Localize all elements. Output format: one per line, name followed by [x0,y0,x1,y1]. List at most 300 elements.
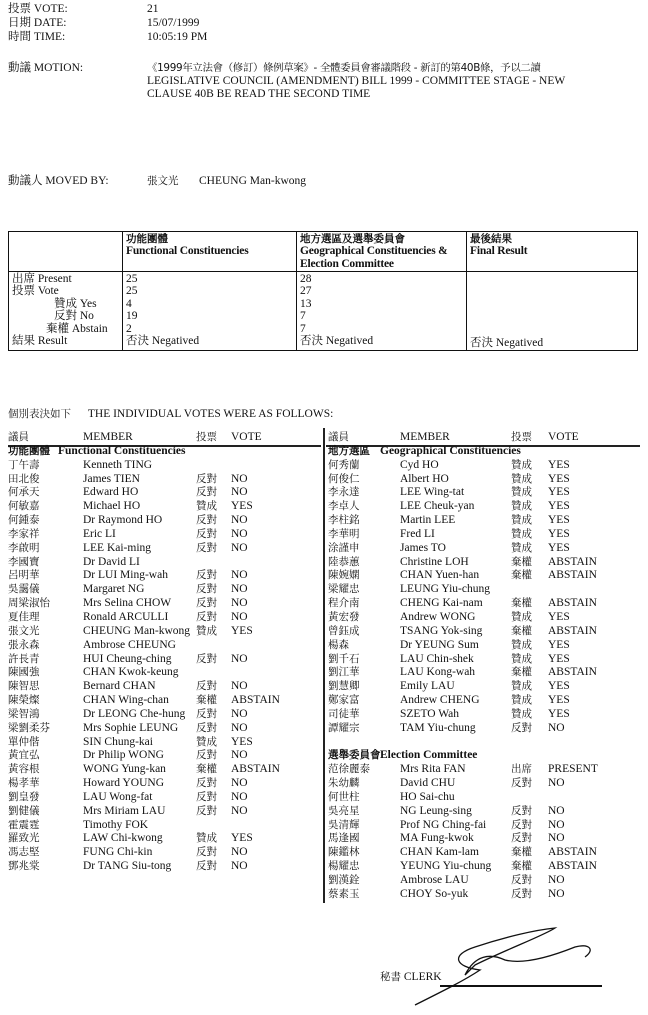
vote-value-en: NO [231,486,248,499]
member-name-zh: 許長青 [8,652,40,665]
vote-value-zh: 棄權 [511,860,532,873]
member-name-zh: 劉江華 [328,666,360,679]
clerk-label [380,971,442,985]
member-name-zh: 范徐麗泰 [328,763,370,776]
vote-value-zh: 反對 [196,790,217,803]
vote-value-en: YES [548,486,570,499]
vote-value-en: NO [548,874,565,886]
vote-value-en: YES [548,652,570,665]
vote-value-zh: 反對 [196,777,217,790]
vote-value-en: ABSTAIN [231,763,280,776]
vote-value-en: YES [548,707,570,720]
date-label: 日期 DATE: [8,17,67,29]
summary-body-row [9,272,638,351]
vote-value-zh: 贊成 [511,541,532,554]
member-name-zh: 吳清輝 [328,818,360,831]
member-vote-row [328,846,640,860]
left-column-header [8,431,320,445]
member-vote-row [328,777,640,791]
member-name-zh: 田北俊 [8,472,40,485]
vote-value-en: ABSTAIN [548,666,597,679]
geographical-present: 28 [300,273,312,285]
geographical-vote: 27 [300,285,312,298]
member-name-zh: 陳榮燦 [8,694,40,707]
col-header-member-zh: 議員 [8,431,29,443]
member-name-en: HUI Cheung-ching [83,652,172,665]
member-vote-row [328,708,640,722]
left-vote-rows [8,445,320,874]
vote-value-zh: 反對 [511,874,532,886]
member-name-zh: 楊耀忠 [328,860,360,873]
member-vote-row [8,653,320,667]
member-name-en: LAU Chin-shek [400,652,474,665]
member-vote-row [8,722,320,736]
vote-value-zh: 贊成 [511,514,532,527]
member-vote-row [8,791,320,805]
final-present [470,273,634,285]
vote-value-en: NO [231,514,248,527]
member-name-en: Dr Raymond HO [83,514,163,527]
row-label-present: 出席 Present [12,273,72,285]
member-vote-row [328,583,640,597]
member-vote-row [328,514,640,528]
vote-value-en: NO [231,569,248,582]
vote-value-zh: 棄權 [511,666,532,679]
member-name-zh: 張永森 [8,638,40,651]
individual-votes-title-zh: 個別表決如下 [8,408,71,420]
member-name-en: Prof NG Ching-fai [400,818,487,831]
time-value: 10:05:19 PM [147,31,208,43]
member-name-en: Eric LI [83,527,116,540]
section-heading-en: Election Committee [380,749,478,762]
member-name-en: Andrew WONG [400,610,476,623]
time-label: 時間 TIME: [8,31,66,43]
vote-value-en: NO [231,541,248,554]
member-name-en: LEE Kai-ming [83,541,152,554]
clerk-signature-icon [395,925,605,1015]
member-name-zh: 丁午壽 [8,458,40,471]
member-name-en: Ambrose CHEUNG [83,638,176,651]
member-name-zh: 何世柱 [328,790,360,803]
member-vote-row [8,805,320,819]
member-name-en: Ronald ARCULLI [83,610,169,623]
member-name-en: TAM Yiu-chung [400,721,476,734]
vote-value-en: ABSTAIN [548,624,597,637]
right-vote-column [328,431,640,902]
vote-value-zh: 贊成 [511,680,532,693]
member-vote-row [328,694,640,708]
vote-value-zh: 棄權 [511,597,532,610]
summary-header-blank [9,232,123,272]
member-name-en: Mrs Selina CHOW [83,597,172,610]
vote-value-zh: 反對 [196,541,217,554]
vote-value-zh: 棄權 [511,624,532,637]
member-vote-row [328,569,640,583]
vote-value-en: YES [548,638,570,651]
member-name-en: Dr YEUNG Sum [400,638,479,651]
member-name-zh: 李華明 [328,527,360,540]
member-name-zh: 何俊仁 [328,472,360,485]
member-vote-row [8,680,320,694]
member-vote-row [8,749,320,763]
vote-value-en: NO [231,610,248,623]
member-name-zh: 何鍾泰 [8,514,40,527]
section-heading-zh: 地方選區 [328,444,370,457]
vote-value-en: NO [548,804,565,817]
member-name-en: Ambrose LAU [400,874,469,886]
vote-summary-table [8,231,638,351]
vote-value-en: NO [231,652,248,665]
header-functional-zh: 功能團體 [126,233,168,245]
vote-value-en: YES [548,514,570,527]
member-vote-row [328,500,640,514]
member-name-zh: 程介南 [328,597,360,610]
member-name-zh: 何敏嘉 [8,500,40,513]
member-name-zh: 梁智鴻 [8,707,40,720]
functional-values [123,272,297,351]
geographical-result: 否決 Negatived [300,334,374,347]
member-vote-row [328,666,640,680]
functional-vote: 25 [126,285,138,298]
member-name-zh: 何秀蘭 [328,458,360,471]
vote-value-zh: 贊成 [511,486,532,499]
row-label-yes: 贊成 Yes [54,297,97,310]
motion-text-zh: 《1999年立法會（修訂）條例草案》- 全體委員會審議階段 - 新訂的第40B條，予以二讀 [147,62,541,74]
member-name-en: CHOY So-yuk [400,887,469,900]
member-name-en: SIN Chung-kai [83,735,153,748]
member-name-en: Dr Philip WONG [83,749,164,762]
col-header-member-en: MEMBER [400,431,450,443]
member-vote-row [328,473,640,487]
vote-value-en: NO [231,707,248,720]
final-values [467,272,638,351]
vote-value-zh: 反對 [196,569,217,582]
summary-header-functional [123,232,297,272]
member-name-en: HO Sai-chu [400,790,455,803]
member-name-en: Albert HO [400,472,449,485]
member-vote-row [328,805,640,819]
row-label-result: 結果 Result [12,334,68,347]
member-name-en: LAU Wong-fat [83,790,153,803]
moved-by-label: 動議人 MOVED BY: [8,175,109,187]
vote-value-zh: 贊成 [511,707,532,720]
motion-text-en-line1: LEGISLATIVE COUNCIL (AMENDMENT) BILL 1999 - COMMITTEE STAGE - NEW [147,75,566,87]
vote-value-en: NO [548,721,565,734]
right-column-header [328,431,640,445]
vote-value-en: NO [231,777,248,790]
member-vote-row [8,486,320,500]
member-name-en: Howard YOUNG [83,777,165,790]
member-name-en: LAW Chi-kwong [83,832,163,845]
vote-value-zh: 反對 [196,597,217,610]
member-vote-row [8,639,320,653]
member-vote-row [8,556,320,570]
header-geographical-zh: 地方選區及選舉委員會 [300,233,405,245]
vote-value-en: ABSTAIN [548,860,597,873]
vote-value-zh: 贊成 [196,735,217,748]
vote-value-zh: 反對 [196,749,217,762]
member-vote-row [328,874,640,888]
section-heading-zh: 選舉委員會 [328,749,381,762]
member-vote-row [328,556,640,570]
member-name-zh: 蔡素玉 [328,887,360,900]
member-name-en: Edward HO [83,486,139,499]
member-name-en: LAU Kong-wah [400,666,476,679]
vote-value-zh: 反對 [511,832,532,845]
member-vote-row [328,763,640,777]
section-heading [328,749,640,763]
member-name-zh: 司徒華 [328,707,360,720]
vote-value-zh: 贊成 [511,472,532,485]
moved-by-name-zh: 張文光 [147,175,179,187]
vote-value-zh: 贊成 [196,832,217,845]
final-vote [470,285,634,297]
member-name-en: Christine LOH [400,555,469,568]
vote-value-en: NO [548,832,565,845]
vote-value-zh: 棄權 [196,763,217,776]
vote-value-zh: 贊成 [511,638,532,651]
member-name-en: MA Fung-kwok [400,832,474,845]
final-no [470,310,634,322]
vote-value-en: PRESENT [548,763,598,776]
member-name-zh: 吳亮星 [328,804,360,817]
vote-value-en: NO [231,846,248,859]
member-vote-row [328,459,640,473]
vote-value-en: ABSTAIN [548,569,597,582]
member-vote-row [328,860,640,874]
functional-yes: 4 [126,297,132,310]
member-name-zh: 劉千石 [328,652,360,665]
member-name-zh: 陸恭蕙 [328,555,360,568]
summary-header-row [9,232,638,272]
row-label-no: 反對 No [54,310,94,323]
section-heading-en: Functional Constituencies [58,444,186,457]
vote-value-zh: 反對 [196,652,217,665]
vote-value-en: ABSTAIN [548,846,597,859]
final-result: 否決 Negatived [470,336,544,349]
clerk-signature-line [440,985,602,987]
member-name-zh: 吳靄儀 [8,583,40,596]
member-name-zh: 陳鑑林 [328,846,360,859]
header-final-en: Final Result [470,245,528,258]
vote-value-zh: 反對 [196,472,217,485]
col-header-vote-zh: 投票 [196,431,217,443]
member-name-zh: 陳智思 [8,680,40,693]
member-name-zh: 曾鈺成 [328,624,360,637]
functional-result: 否決 Negatived [126,334,200,347]
functional-present: 25 [126,273,138,285]
col-header-member-zh: 議員 [328,431,349,443]
vote-value-zh: 贊成 [511,527,532,540]
vote-value-zh: 反對 [196,527,217,540]
member-vote-row [8,500,320,514]
member-name-zh: 梁劉柔芬 [8,721,50,734]
member-name-en: Dr TANG Siu-tong [83,860,172,873]
member-name-zh: 陳婉嫻 [328,569,360,582]
member-name-en: Cyd HO [400,458,439,471]
vote-value-en: YES [548,541,570,554]
member-name-en: LEUNG Yiu-chung [400,583,490,596]
member-name-zh: 羅致光 [8,832,40,845]
summary-header-final [467,232,638,272]
motion-text-en-line2: CLAUSE 40B BE READ THE SECOND TIME [147,88,371,100]
member-name-zh: 李啟明 [8,541,40,554]
member-name-zh: 劉皇發 [8,790,40,803]
vote-value-en: NO [231,597,248,610]
header-final-zh: 最後結果 [470,233,512,245]
member-vote-row [8,597,320,611]
member-name-en: Dr LEONG Che-hung [83,707,186,720]
geographical-abstain: 7 [300,322,306,335]
vote-value-zh: 贊成 [511,458,532,471]
final-yes [470,298,634,310]
vote-value-en: YES [548,610,570,623]
member-name-en: CHAN Kwok-keung [83,666,179,679]
member-name-zh: 朱幼麟 [328,777,360,790]
vote-value-en: YES [548,694,570,707]
clerk-label-zh: 秘書 [380,971,401,983]
member-vote-row [8,694,320,708]
summary-row-labels [9,272,123,351]
member-vote-row [328,722,640,736]
member-vote-row [328,542,640,556]
member-name-en: Bernard CHAN [83,680,156,693]
vote-value-zh: 棄權 [511,555,532,568]
member-name-en: Mrs Rita FAN [400,763,466,776]
member-name-en: Michael HO [83,500,141,513]
vote-value-zh: 反對 [196,804,217,817]
vote-value-en: NO [231,804,248,817]
member-name-en: Emily LAU [400,680,455,693]
member-name-en: NG Leung-sing [400,804,472,817]
member-name-en: James TIEN [83,472,140,485]
member-name-zh: 劉漢銓 [328,874,360,886]
member-vote-row [328,680,640,694]
vote-value-zh: 反對 [196,583,217,596]
motion-label: 動議 MOTION: [8,62,84,74]
vote-value-en: NO [231,721,248,734]
member-vote-row [8,583,320,597]
member-name-zh: 單仲偕 [8,735,40,748]
vote-value-zh: 反對 [196,860,217,873]
vote-value-en: ABSTAIN [231,694,280,707]
vote-value-zh: 贊成 [511,500,532,513]
vote-value-zh: 反對 [196,486,217,499]
vote-value-en: YES [548,472,570,485]
vote-value-zh: 棄權 [511,569,532,582]
member-name-en: SZETO Wah [400,707,460,720]
vote-value-en: YES [231,624,253,637]
member-name-zh: 周梁淑怡 [8,597,50,610]
left-vote-column [8,431,320,874]
member-name-zh: 梁耀忠 [328,583,360,596]
member-name-en: Margaret NG [83,583,145,596]
member-name-en: CHAN Wing-chan [83,694,169,707]
member-vote-row [8,569,320,583]
member-vote-row [8,666,320,680]
member-name-en: YEUNG Yiu-chung [400,860,492,873]
member-name-zh: 鄧兆棠 [8,860,40,873]
member-name-zh: 何承天 [8,486,40,499]
vote-value-en: NO [231,527,248,540]
member-name-en: David CHU [400,777,456,790]
vote-value-zh: 反對 [511,804,532,817]
member-name-en: FUNG Chi-kin [83,846,153,859]
vote-value-zh: 贊成 [196,500,217,513]
member-name-zh: 李國寶 [8,555,40,568]
col-header-vote-en: VOTE [231,431,262,443]
vote-value-zh: 贊成 [511,652,532,665]
vote-value-en: YES [548,527,570,540]
member-name-en: Andrew CHENG [400,694,480,707]
vote-value-zh: 出席 [511,763,532,776]
moved-by-name-en: CHEUNG Man-kwong [199,175,307,187]
member-vote-row [8,832,320,846]
member-vote-row [328,625,640,639]
member-name-zh: 涂謹申 [328,541,360,554]
member-vote-row [328,486,640,500]
final-abstain [470,323,634,335]
vote-value-en: NO [548,887,565,900]
member-name-zh: 楊孝華 [8,777,40,790]
vote-value-zh: 反對 [196,514,217,527]
member-vote-row [328,611,640,625]
member-vote-row [8,860,320,874]
functional-no: 19 [126,310,138,323]
member-name-zh: 劉慧卿 [328,680,360,693]
member-name-zh: 李柱銘 [328,514,360,527]
member-name-en: LEE Cheuk-yan [400,500,475,513]
vote-value-en: YES [548,458,570,471]
vote-value-zh: 贊成 [511,610,532,623]
vote-value-en: NO [231,680,248,693]
member-name-zh: 譚耀宗 [328,721,360,734]
member-vote-row [8,763,320,777]
member-vote-row [328,639,640,653]
member-name-en: TSANG Yok-sing [400,624,483,637]
vote-value-en: NO [231,472,248,485]
member-vote-row [8,708,320,722]
vote-value-zh: 反對 [511,721,532,734]
col-header-member-en: MEMBER [83,431,133,443]
member-name-en: Mrs Sophie LEUNG [83,721,179,734]
member-vote-row [328,597,640,611]
member-name-zh: 馮志堅 [8,846,40,859]
member-name-en: CHEUNG Man-kwong [83,624,191,637]
member-name-zh: 黃容根 [8,763,40,776]
member-vote-row [8,459,320,473]
vote-value-zh: 棄權 [511,846,532,859]
section-heading [328,445,640,459]
vote-value-zh: 反對 [196,846,217,859]
member-name-zh: 黃宏發 [328,610,360,623]
vote-value-zh: 反對 [511,777,532,790]
vote-value-en: YES [548,500,570,513]
member-vote-row [8,611,320,625]
individual-votes-title [8,408,333,422]
vote-value-en: YES [548,680,570,693]
vote-value-en: ABSTAIN [548,597,597,610]
vote-value-en: NO [548,818,565,831]
member-name-en: Fred LI [400,527,435,540]
vote-value-zh: 贊成 [511,694,532,707]
vote-number-label: 投票 VOTE: [8,3,68,15]
clerk-label-en: CLERK [403,971,442,983]
member-vote-row [8,625,320,639]
member-name-zh: 黃宜弘 [8,749,40,762]
member-vote-row [328,888,640,902]
member-name-en: Dr LUI Ming-wah [83,569,168,582]
